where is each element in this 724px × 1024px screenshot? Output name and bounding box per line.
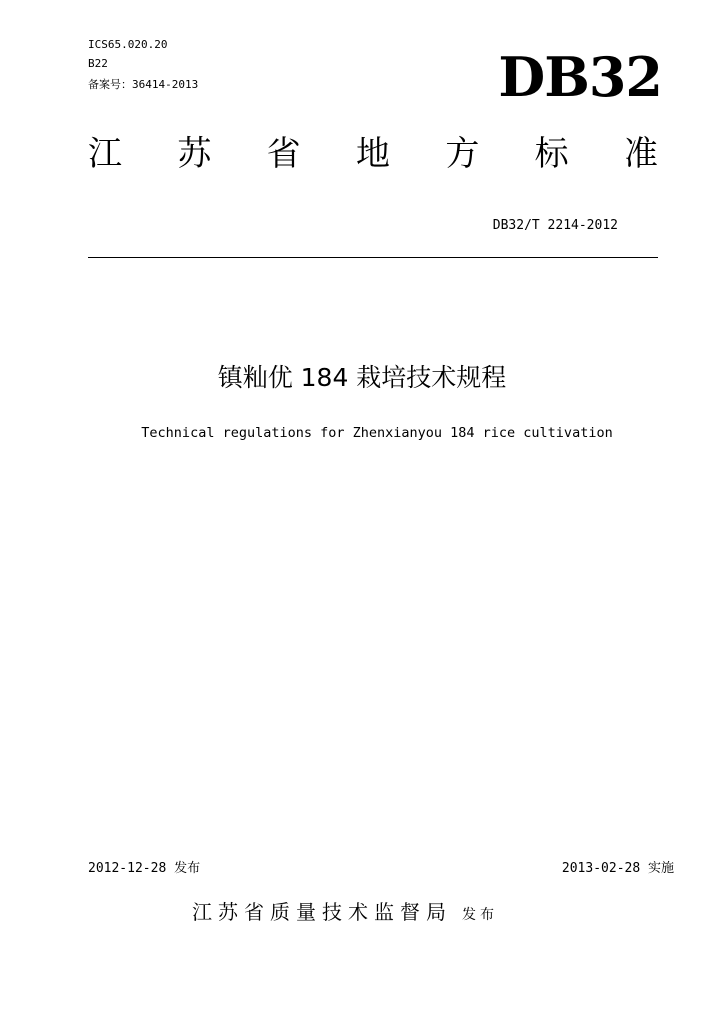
record-number: 备案号：36414-2013 (88, 78, 199, 91)
standard-type-char: 方 (445, 134, 480, 174)
header-divider (88, 257, 658, 258)
issuer-line (192, 896, 498, 925)
standard-type-heading (88, 134, 658, 174)
standard-type-char: 地 (355, 134, 390, 174)
standard-type-char: 准 (623, 134, 658, 174)
standard-type-char: 省 (266, 134, 301, 174)
issuer-suffix: 发布 (462, 907, 498, 923)
implementation-date: 2013-02-28 实施 (561, 861, 674, 876)
ics-code: ICS65.020.20 (88, 38, 168, 51)
standard-type-char: 苏 (177, 134, 212, 174)
issue-date: 2012-12-28 发布 (88, 861, 201, 876)
title-chinese: 镇籼优 184 栽培技术规程 (217, 363, 507, 392)
standard-type-char: 标 (534, 134, 569, 174)
standard-logo: DB32 (498, 45, 662, 109)
title-english: Technical regulations for Zhenxianyou 184 rice cultivation (141, 425, 613, 441)
standard-type-char: 江 (88, 134, 122, 174)
classification-code: B22 (88, 57, 108, 70)
standard-code: DB32/T 2214-2012 (492, 218, 618, 233)
issuer-name: 江苏省质量技术监督局 (192, 900, 452, 924)
